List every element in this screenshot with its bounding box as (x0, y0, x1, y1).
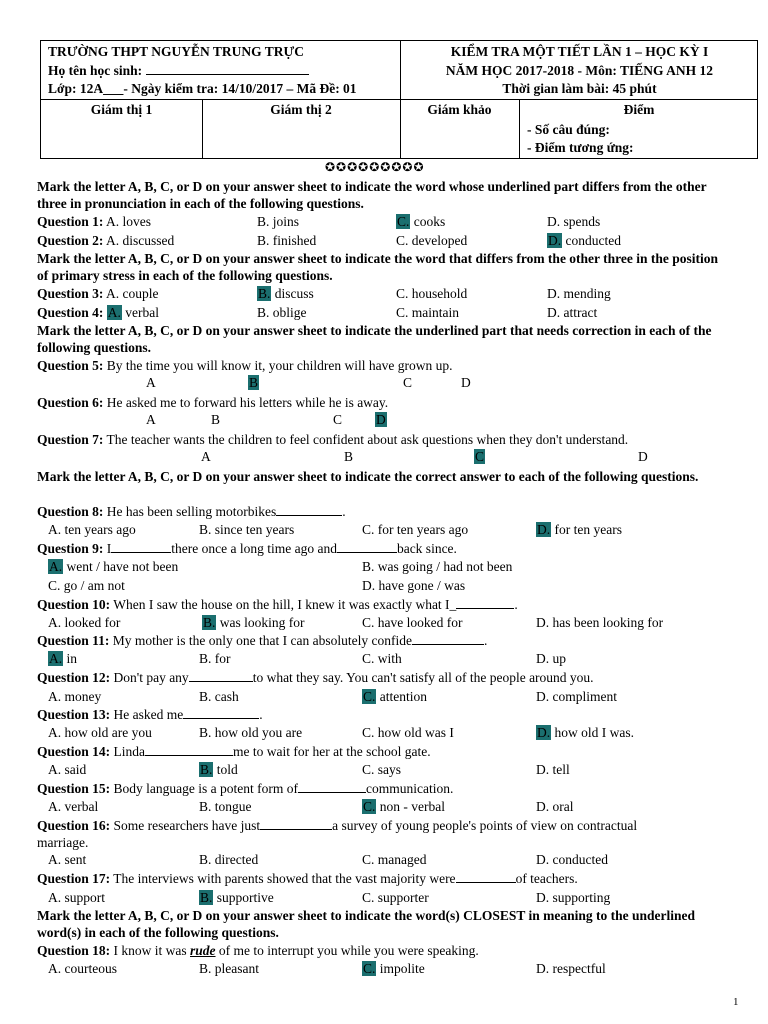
q13-option-b[interactable]: B. how old you are (199, 725, 303, 740)
q16-option-d[interactable]: D. conducted (536, 852, 608, 867)
q16-option-c[interactable]: C. managed (362, 852, 427, 867)
question-8: Question 8: He has been selling motorbikes . (37, 504, 346, 519)
q9-option-c[interactable]: C. go / am not (48, 578, 125, 593)
exam-header (40, 40, 758, 159)
q18-option-a[interactable]: A. courteous (48, 961, 117, 976)
q14-option-b[interactable]: B. told (200, 762, 238, 777)
question-13: Question 13: He asked me . (37, 707, 263, 722)
q12-option-d[interactable]: D. compliment (536, 689, 617, 704)
q6-mark-c: C (333, 412, 343, 427)
q15-option-b[interactable]: B. tongue (199, 799, 252, 814)
q13-option-d[interactable]: D. how old I was. (537, 725, 634, 740)
q14-option-c[interactable]: C. says (362, 762, 402, 777)
instruction-closest-meaning: Mark the letter A, B, C, or D on your answer sheet to indicate the word(s) CLOSEST in meaning to the underlined word(s) in each of the following questions. (37, 908, 696, 940)
q7-mark-a: A (201, 449, 211, 464)
q17-option-c[interactable]: C. supporter (362, 890, 429, 905)
q8-option-a[interactable]: A. ten years ago (48, 522, 136, 537)
q3-option-c[interactable]: C. household (396, 286, 468, 301)
q8-option-c[interactable]: C. for ten years ago (362, 522, 469, 537)
q5-mark-a: A (146, 375, 156, 390)
q10-option-c[interactable]: C. have looked for (362, 615, 463, 630)
q15-option-d[interactable]: D. oral (536, 799, 574, 814)
q9-option-b[interactable]: B. was going / had not been (362, 559, 513, 574)
q6-mark-d: D (376, 412, 386, 427)
q11-option-a[interactable]: A. in (49, 651, 78, 666)
q3-option-b[interactable]: B. discuss (258, 286, 314, 301)
q17-option-b[interactable]: B. supportive (200, 890, 274, 905)
q18-option-c[interactable]: C. impolite (363, 961, 425, 976)
instruction-pronunciation: Mark the letter A, B, C, or D on your answer sheet to indicate the word whose underlined part differs from the other three in pronunciation in each of the following questions. (37, 179, 707, 211)
exam-time: Thời gian làm bài: 45 phút (502, 81, 657, 96)
q18-option-d[interactable]: D. respectful (536, 961, 606, 976)
page-number: 1 (733, 996, 739, 1008)
proctor-2-label: Giám thị 2 (270, 102, 332, 117)
q6-mark-b: B (211, 412, 221, 427)
question-5: Question 5: By the time you will know it, your children will have grown up. (37, 358, 453, 373)
q15-option-a[interactable]: A. verbal (48, 799, 99, 814)
q18-option-b[interactable]: B. pleasant (199, 961, 259, 976)
exam-title: KIỂM TRA MỘT TIẾT LẦN 1 – HỌC KỲ I (450, 44, 709, 59)
question-7: Question 7: The teacher wants the children to feel confident about ask questions when they don't understand. (37, 432, 629, 447)
q4-option-c[interactable]: C. maintain (396, 305, 459, 320)
proctor-1-label: Giám thị 1 (90, 102, 153, 117)
school-name: TRƯỜNG THPT NGUYỄN TRUNG TRỰC (48, 44, 305, 59)
question-2: Question 2: A. discussed (37, 233, 175, 248)
q7-mark-d: D (638, 449, 648, 464)
score-label: Điểm (623, 102, 655, 117)
instruction-correct-answer: Mark the letter A, B, C, or D on your answer sheet to indicate the correct answer to each of the following questions. (37, 469, 699, 484)
equivalent-score-label: - Điểm tương ứng: (527, 140, 634, 155)
q5-mark-d: D (461, 375, 471, 390)
question-18: Question 18: I know it was rude of me to interrupt you while you were speaking. (37, 943, 479, 958)
question-4: Question 4: A. verbal (37, 305, 159, 320)
q8-option-b[interactable]: B. since ten years (199, 522, 295, 537)
q16-option-b[interactable]: B. directed (199, 852, 259, 867)
question-16: Question 16: Some researchers have just a survey of young people's points of view on contractual (37, 818, 638, 833)
question-1: Question 1: A. loves (37, 214, 152, 229)
year-subject: NĂM HỌC 2017-2018 - Môn: TIẾNG ANH 12 (445, 63, 714, 78)
q10-option-d[interactable]: D. has been looking for (536, 615, 664, 630)
question-16-continued: marriage. (37, 835, 89, 850)
q11-option-c[interactable]: C. with (362, 651, 402, 666)
q14-option-a[interactable]: A. said (48, 762, 87, 777)
q3-option-d[interactable]: D. mending (547, 286, 611, 301)
q10-option-a[interactable]: A. looked for (48, 615, 121, 630)
question-11: Question 11: My mother is the only one that I can absolutely confide . (37, 633, 488, 648)
q7-mark-c: C (475, 449, 485, 464)
q1-option-d[interactable]: D. spends (547, 214, 601, 229)
question-12: Question 12: Don't pay any to what they say. You can't satisfy all of the people around you. (37, 670, 594, 685)
q2-option-c[interactable]: C. developed (396, 233, 468, 248)
header-divider-horizontal (41, 99, 757, 100)
q12-option-a[interactable]: A. money (48, 689, 102, 704)
instruction-correction: Mark the letter A, B, C, or D on your answer sheet to indicate the underlined part that needs correction in each of the following questions. (37, 323, 712, 355)
q2-option-d[interactable]: D. conducted (548, 233, 621, 248)
q1-option-c[interactable]: C. cooks (397, 214, 446, 229)
question-10: Question 10: When I saw the house on the hill, I knew it was exactly what I_ . (37, 597, 518, 612)
q9-option-d[interactable]: D. have gone / was (362, 578, 466, 593)
q16-option-a[interactable]: A. sent (48, 852, 87, 867)
q13-option-c[interactable]: C. how old was I (362, 725, 454, 740)
q1-option-b[interactable]: B. joins (257, 214, 300, 229)
q4-option-b[interactable]: B. oblige (257, 305, 307, 320)
q8-option-d[interactable]: D. for ten years (537, 522, 622, 537)
q12-option-b[interactable]: B. cash (199, 689, 239, 704)
q6-mark-a: A (146, 412, 156, 427)
examiner-label: Giám khảo (427, 102, 492, 117)
decorative-stars: ✪✪✪✪✪✪✪✪✪ (325, 160, 425, 174)
q2-option-b[interactable]: B. finished (257, 233, 317, 248)
student-name-label: Họ tên học sinh: (48, 62, 309, 80)
q10-option-b[interactable]: B. was looking for (203, 615, 305, 630)
q17-option-d[interactable]: D. supporting (536, 890, 611, 905)
q13-option-a[interactable]: A. how old are you (48, 725, 152, 740)
correct-count-label: - Số câu đúng: (527, 122, 610, 137)
q11-option-d[interactable]: D. up (536, 651, 566, 666)
q7-mark-b: B (344, 449, 354, 464)
question-17: Question 17: The interviews with parents showed that the vast majority were of teachers. (37, 871, 578, 886)
question-3: Question 3: A. couple (37, 286, 159, 301)
q9-option-a[interactable]: A. went / have not been (49, 559, 179, 574)
q17-option-a[interactable]: A. support (48, 890, 105, 905)
instruction-stress: Mark the letter A, B, C, or D on your answer sheet to indicate the word that differs from the other three in the position of primary stress in each of the following questions. (37, 251, 719, 283)
question-6: Question 6: He asked me to forward his letters while he is away. (37, 395, 389, 410)
q5-mark-b: B (249, 375, 259, 390)
q5-mark-c: C (403, 375, 413, 390)
q11-option-b[interactable]: B. for (199, 651, 231, 666)
q4-option-d[interactable]: D. attract (547, 305, 598, 320)
class-date-code: Lớp: 12A___- Ngày kiểm tra: 14/10/2017 – Mã Đề: 01 (48, 81, 357, 96)
q15-option-c[interactable]: C. non - verbal (363, 799, 445, 814)
q14-option-d[interactable]: D. tell (536, 762, 570, 777)
question-9: Question 9: I there once a long time ago and back since. (37, 541, 457, 556)
question-14: Question 14: Linda me to wait for her at the school gate. (37, 744, 431, 759)
q12-option-c[interactable]: C. attention (363, 689, 428, 704)
question-15: Question 15: Body language is a potent form of communication. (37, 781, 454, 796)
